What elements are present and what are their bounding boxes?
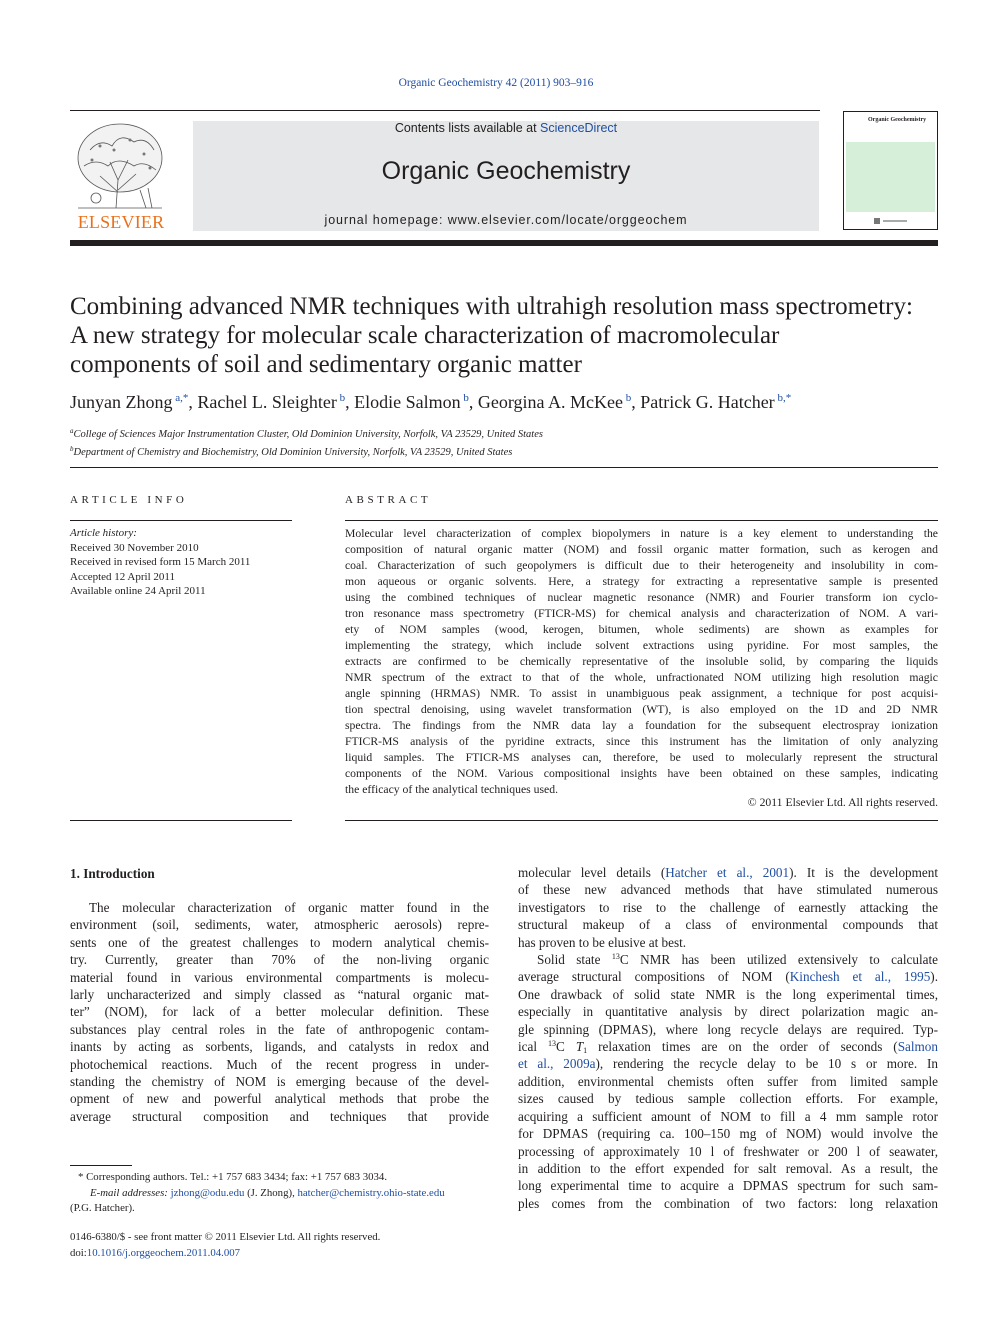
abstract-line: implementing the strategy, which include solvent extractions using pyridine. For most samples, the (345, 639, 938, 652)
body-line: One drawback of solid state NMR is the long experimental times, (518, 986, 938, 1002)
body-line: try. Currently, greater than 70% of the non-living organic (70, 952, 489, 968)
body-line: ter” (NOM), for lack of a better molecular definition. These (70, 1004, 489, 1020)
history-label: Article history: (70, 527, 137, 539)
email-link[interactable]: jzhong@odu.edu (170, 1186, 245, 1199)
article-info-heading: ARTICLE INFO (70, 494, 188, 506)
body-line: opment of new and powerful analytical methods that probe the (70, 1091, 489, 1107)
body-line: ples comes from the combination of two factors: long relaxation (518, 1195, 938, 1211)
abstract-line: tion spectral denoising, using wavelet transformation (WT), is also employed on the 1D and 2D NMR (345, 703, 938, 716)
body-line: Solid state $^{13}$C NMR has been utilized extensively to calculate (537, 952, 938, 968)
body-line: acquiring a sufficient amount of NOM to fill a 4 mm sample rotor (518, 1108, 938, 1124)
abstract-line: coal. Characterization of such geopolymers is difficult due to their heterogeneity and insolubility in com- (345, 559, 938, 572)
abstract-body (345, 526, 938, 798)
author-list: Junyan Zhong $^{a,*}$, Rachel L. Sleighter $^b$, Elodie Salmon $^b$, Georgina A. McKee $^b$, Patrick G. Hatcher $^{b,*}$ (70, 392, 792, 412)
author-name[interactable]: Junyan Zhong (70, 392, 173, 412)
body-line: especially in quantitative analysis by direct polarization magic an- (518, 1004, 938, 1020)
body-line: et al., 2009a), rendering the recycle delay to be 10 s or more. In (518, 1056, 939, 1072)
title-line: A new strategy for molecular scale characterization of macromolecular (70, 322, 780, 349)
affiliation: $^a$College of Sciences Major Instrumentation Cluster, Old Dominion University, Norfolk, VA 23529, United States (70, 427, 543, 440)
author-name[interactable]: Elodie Salmon (354, 392, 461, 412)
abstract-line: mon aqueous or organic solvents. Here, a strategy for extracting a representative sample is presented (345, 575, 938, 588)
history-item: Available online 24 April 2011 (70, 585, 206, 597)
abstract-divider (345, 520, 938, 521)
abstract-heading: ABSTRACT (345, 494, 432, 506)
abstract-line: FTICR-MS analysis of the pyridine extracts, since this instrument has the limitation of only analyzing (345, 735, 938, 748)
history-item: Received 30 November 2010 (70, 541, 199, 554)
title-line: components of soil and sedimentary organic matter (70, 351, 582, 378)
journal-cover-thumbnail[interactable] (843, 111, 938, 230)
abstract-line: extracts are confirmed to be chemically representative of the insoluble solid, by comparing the liquids (345, 655, 938, 668)
sciencedirect-link[interactable]: ScienceDirect (540, 121, 618, 135)
body-line: average structural composition and techniques that provide (70, 1108, 489, 1124)
body-line: processing of approximately 10 l of freshwater or 200 l of seawater, (518, 1143, 938, 1159)
author-affiliation-mark[interactable]: b (625, 392, 632, 404)
citation-link[interactable]: Hatcher et al., 2001 (665, 865, 790, 880)
journal-citation[interactable]: Organic Geochemistry 42 (2011) 903–916 (398, 77, 594, 89)
body-line: structural makeup of a class of environmental compounds that (518, 917, 938, 933)
author-affiliation-mark[interactable]: b,* (777, 392, 792, 404)
cover-publisher-mark (874, 216, 910, 226)
abstract-line: using the combined techniques of nuclear magnetic resonance (NMR) and Fourier transform ion cyclo- (345, 591, 938, 604)
citation-link[interactable]: et al., 2009a (518, 1056, 596, 1072)
journal-name: Organic Geochemistry (381, 157, 631, 185)
citation-link[interactable]: Kinchesh et al., 1995 (789, 969, 931, 985)
intro-right-column (518, 864, 938, 1212)
footnote-rule (70, 1165, 132, 1166)
body-line: investigators to rise to the challenge of earnestly attacking the (518, 899, 938, 915)
cover-green-panel (846, 142, 935, 212)
body-line: sizes caused by tedious sample collection efforts. For example, (518, 1091, 938, 1107)
body-line: has proven to be elusive at best. (518, 934, 687, 950)
abstract-line: components of the NOM. Various compositional insights have been obtained on these samples, indicating (345, 767, 938, 780)
abstract-line: Molecular level characterization of complex biopolymers in nature is a key element to understanding the (345, 527, 938, 540)
body-line: addition, environmental chemists often suffer from limited sample (518, 1073, 938, 1089)
abstract-line: ety of NOM samples (wood, kerogen, bitumen, whole sediments) are shown as examples for (345, 623, 938, 636)
history-item: Accepted 12 April 2011 (70, 570, 175, 583)
article-info-bottom-rule (70, 820, 292, 821)
abstract-line: composition of natural organic matter (NOM) and fossil organic matter formation, such as kerogen and (345, 543, 938, 556)
body-line: material found in various environmental compartments is molecu- (70, 969, 489, 985)
author-affiliation-mark[interactable]: a,* (175, 392, 189, 404)
author-name[interactable]: Georgina A. McKee (477, 392, 623, 412)
body-line: inants by acting as sorbents, ligands, and catalysts in redox and (70, 1039, 489, 1055)
author-affiliation-mark[interactable]: b (339, 392, 346, 404)
intro-left-column (70, 899, 489, 1125)
body-line: of these new advanced methods that have stimulated numerous (518, 882, 938, 898)
author-name[interactable]: Patrick G. Hatcher (640, 392, 775, 412)
front-matter (70, 1230, 490, 1261)
header-thick-rule (70, 240, 938, 246)
body-line: gle spinning (DPMAS), where long recycle delays are required. Typ- (518, 1021, 938, 1037)
citation-link[interactable]: Salmon (897, 1039, 938, 1055)
corresponding-author-note: * Corresponding authors. Tel.: +1 757 683 3434; fax: +1 757 683 3034. (78, 1171, 388, 1183)
body-line: average structural compositions of NOM (Kinchesh et al., 1995). (518, 969, 938, 985)
doi-link[interactable]: 10.1016/j.orggeochem.2011.04.007 (86, 1246, 241, 1259)
elsevier-wordmark: ELSEVIER (77, 212, 165, 232)
history-item: Received in revised form 15 March 2011 (70, 556, 251, 568)
footnotes (70, 1170, 490, 1217)
article-title (70, 292, 950, 379)
cover-title: Organic Geochemistry (868, 117, 927, 123)
abstract-copyright: © 2011 Elsevier Ltd. All rights reserved. (747, 796, 938, 809)
body-line: sents one of the greatest challenges to modern analytical chemis- (70, 934, 489, 950)
intro-heading: 1. Introduction (70, 866, 155, 881)
title-line: Combining advanced NMR techniques with ultrahigh resolution mass spectrometry: (70, 293, 913, 320)
header-divider (70, 110, 820, 111)
contents-line: Contents lists available at ScienceDirect (394, 121, 618, 135)
body-line: molecular level details (Hatcher et al., 2001). It is the development (518, 865, 938, 880)
abstract-line: spectra. The findings from the NMR data lay a foundation for the subsequent electrospray ionization (345, 719, 938, 732)
email-note-cont: (P.G. Hatcher). (70, 1202, 135, 1214)
issn-line: 0146-6380/$ - see front matter © 2011 Elsevier Ltd. All rights reserved. (70, 1231, 381, 1243)
abstract-bottom-rule (345, 820, 938, 821)
affiliations-divider (70, 467, 938, 468)
article-info-divider (70, 520, 292, 521)
doi-line: doi:10.1016/j.orggeochem.2011.04.007 (70, 1246, 241, 1259)
journal-homepage[interactable]: journal homepage: www.elsevier.com/locate/orggeochem (324, 213, 688, 227)
affiliation: $^b$Department of Chemistry and Biochemistry, Old Dominion University, Norfolk, VA 23529, United States (70, 445, 513, 458)
abstract-line: the efficacy of the analytical techniques used. (345, 783, 558, 796)
affiliations (70, 424, 938, 460)
body-line: The molecular characterization of organic matter found in the (89, 900, 489, 915)
email-link[interactable]: hatcher@chemistry.ohio-state.edu (297, 1186, 445, 1199)
author-name[interactable]: Rachel L. Sleighter (197, 392, 337, 412)
article-history (70, 526, 300, 599)
abstract-line: tron resonance mass spectrometry (FTICR-MS) for chemical analysis and characterization of NOM. A vari- (345, 607, 938, 620)
author-affiliation-mark[interactable]: b (463, 392, 469, 404)
body-line: larly uncharacterized and simply classed as “natural organic mat- (70, 987, 489, 1003)
abstract-line: liquid samples. The FTICR-MS analyses can, therefore, be used to molecularly represent the structural (345, 751, 938, 764)
email-note: E-mail addresses: jzhong@odu.edu (J. Zhong), hatcher@chemistry.ohio-state.edu (90, 1186, 445, 1199)
body-line: standing the chemistry of NOM is emerging because of the devel- (70, 1074, 489, 1090)
body-line: in addition to the effort expended for salt removal. As a result, the (518, 1160, 938, 1176)
body-line: environment (soil, sediments, water, atmospheric aerosols) repre- (70, 917, 489, 933)
body-line: substances play central roles in the fate of anthropogenic contam- (70, 1021, 489, 1037)
body-line: long experimental time to acquire a DPMAS spectrum for such sam- (518, 1178, 938, 1194)
body-line: photochemical reactions. Much of the recent progress in under- (70, 1056, 489, 1072)
abstract-line: NMR spectrum of the extract to that of the whole, unfractionated NOM utilizing high resolution magic (345, 671, 938, 684)
body-line: for DPMAS (requiring ca. 100–150 mg of NOM) would involve the (518, 1126, 938, 1142)
abstract-line: angle spinning (HRMAS) NMR. To assist in unambiguous peak assignment, a technique for post acquisi- (345, 687, 938, 700)
body-line: ical $^{13}$C $T_1$ relaxation times are on the order of seconds (Salmon (518, 1039, 938, 1056)
